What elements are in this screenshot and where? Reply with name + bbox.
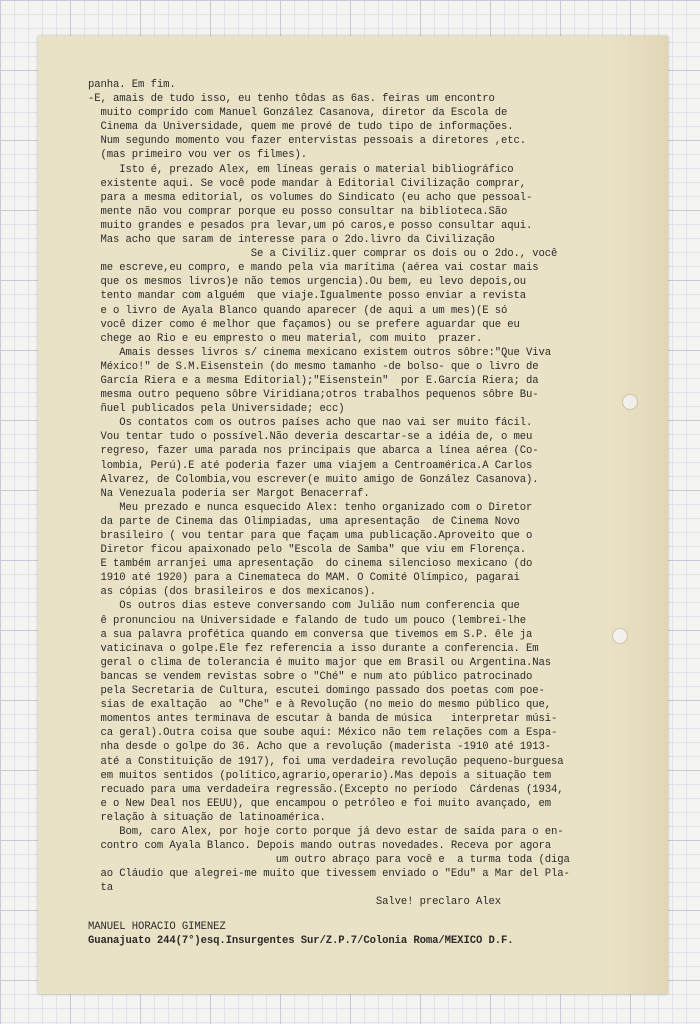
letter-line: existente aqui. Se você pode mandar à Editorial Civilização comprar, <box>88 177 527 190</box>
letter-line: até a Constituição de 1917), foi uma verdadeira revolução pequeno-burguesa <box>88 755 564 768</box>
letter-line: um outro abraço para você e a turma toda (diga <box>88 854 570 867</box>
letter-line: ta <box>88 882 114 895</box>
letter-line: Salve! preclaro Alex <box>88 896 501 909</box>
letter-line: Num segundo momento vou fazer entervistas pessoais a diretores ,etc. <box>88 135 527 148</box>
letter-line: Amais desses livros s/ cinema mexicano existem outros sôbre:"Que Viva <box>88 346 552 359</box>
letter-line: que os mesmos livros)e não temos urgencia).Ou bem, eu levo depois,ou <box>88 276 527 289</box>
letter-line: lombia, Perú).E até poderia fazer uma viajem a Centroamérica.A Carlos <box>88 459 533 472</box>
letter-line: vaticinava o golpe.Ele fez referencia a isso durante a conferencia. Em <box>88 642 539 655</box>
letter-line: Alvarez, de Colombia,vou escrever(e muito amigo de González Casanova). <box>88 473 539 486</box>
punch-hole-top <box>622 394 638 410</box>
letter-line: da parte de Cinema das Olimpiadas, uma apresentação de Cinema Novo <box>88 515 520 528</box>
letter-line: ñuel publicados pela Universidade; ecc) <box>88 403 345 416</box>
letter-line: Meu prezado e nunca esquecido Alex: tenho organizado com o Diretor <box>88 501 533 514</box>
letter-line: Na Venezuala poderia ser Margot Benacerraf. <box>88 487 370 500</box>
letter-line: Bom, caro Alex, por hoje corto porque já devo estar de saída para o en- <box>88 825 564 838</box>
letter-body <box>88 78 646 910</box>
letter-line: panha. Em fim. <box>88 79 176 91</box>
letter-line: e o livro de Ayala Blanco quando aparecer (de aqui a um mes)(E só <box>88 304 508 317</box>
letter-line: Os outros dias esteve conversando com Julião num conferencia que <box>88 600 520 613</box>
letter-line: você dizer como é melhor que façamos) ou se prefere aguardar que eu <box>88 318 520 331</box>
signature-address: Guanajuato 244(7°)esq.Insurgentes Sur/Z.P.7/Colonia Roma/MEXICO D.F. <box>88 934 514 947</box>
letter-line: mesma outro pequeno sôbre Viridiana;otros trabalhos pequenos sôbre Bu- <box>88 389 539 402</box>
letter-line: México!" de S.M.Eisenstein (do mesmo tamanho -de bolso- que o livro de <box>88 360 539 373</box>
letter-line: Diretor ficou apaixonado pelo "Escola de Samba" que viu em Florença. <box>88 544 527 557</box>
letter-line: momentos antes terminava de escutar à banda de música interpretar músi- <box>88 713 558 726</box>
letter-line: regreso, fazer uma parada nos principais que abarca a línea aérea (Co- <box>88 445 539 458</box>
letter-line: tento mandar com alguém que viaje.Igualmente posso enviar a revista <box>88 290 527 303</box>
letter-line: recuado para uma verdadeira regressão.(Excepto no período Cárdenas (1934, <box>88 783 564 796</box>
letter-line: 1910 até 1920) para a Cinemateca do MAM. O Comité Olímpico, pagarai <box>88 572 520 585</box>
letter-line: para a mesma editorial, os volumes do Sindicato (eu acho que pessoal- <box>88 191 533 204</box>
letter-line: ca geral).Outra coisa que soube aqui: México não tem relações com a Espa- <box>88 727 558 740</box>
letter-line: sias de exaltação ao "Che" e à Revolução (no meio do mesmo público que, <box>88 699 552 712</box>
letter-line: bancas se vendem revistas sobre o "Ché" e num ato público patrocinado <box>88 670 533 683</box>
letter-line: relação à situação de latinoamérica. <box>88 811 326 824</box>
letter-line: mente não vou comprar porque eu posso consultar na biblioteca.São <box>88 205 508 218</box>
letter-line: pela Secretaria de Cultura, escutei domingo passado dos poetas com poe- <box>88 685 545 698</box>
letter-line: Mas acho que saram de interesse para o 2do.livro da Civilização <box>88 234 495 247</box>
letter-line: -E, amais de tudo isso, eu tenho tôdas as 6as. feiras um encontro <box>88 93 495 106</box>
letter-line: muito comprido com Manuel González Casanova, diretor da Escola de <box>88 107 508 120</box>
letter-line: Se a Civiliz.quer comprar os dois ou o 2do., você <box>88 248 558 261</box>
letter-line: E também arranjei uma apresentação do cinema silencioso mexicano (do <box>88 558 533 571</box>
letter-line: e o New Deal nos EEUU), que encampou o petróleo e foi muito avançado, em <box>88 797 552 810</box>
letter-line: brasileiro ( vou tentar para que façam uma publicação.Aproveito que o <box>88 530 533 542</box>
letter-line: ê pronunciou na Universidade e falando de tudo um pouco (lembrei-lhe <box>88 614 527 627</box>
letter-sheet <box>38 36 668 994</box>
letter-line: nha desde o golpe do 36. Acho que a revolução (maderista -1910 até 1913- <box>88 741 552 754</box>
letter-line: muito grandes e pesados pra levar,um pó caros,e posso consultar aqui. <box>88 219 533 232</box>
letter-line: a sua palavra profética quando em conversa que tivemos em S.P. êle ja <box>88 628 533 641</box>
letter-line: Isto é, prezado Alex, em líneas gerais o material bibliográfico <box>88 163 514 176</box>
letter-line: García Riera e a mesma Editorial);"Eisenstein" por E.García Riera; da <box>88 374 539 387</box>
letter-line: ao Cláudio que alegrei-me muito que tivessem enviado o "Edu" a Mar del Pla- <box>88 868 570 881</box>
letter-line: chege ao Rio e eu empresto o meu material, com muito prazer. <box>88 332 483 345</box>
letter-line: contro com Ayala Blanco. Depois mando outras novedades. Receva por agora <box>88 840 552 853</box>
letter-line: geral o clima de tolerancia é muito major que em Brasil ou Argentina.Nas <box>88 656 552 669</box>
letter-line: Os contatos com os outros países acho que nao vai ser muito fácil. <box>88 417 533 430</box>
signature-name: MANUEL HORACIO GIMENEZ <box>88 920 226 933</box>
punch-hole-bottom <box>612 628 628 644</box>
letter-line: (mas primeiro vou ver os filmes). <box>88 149 308 162</box>
letter-line: Vou tentar tudo o possível.Não deveria descartar-se a idéia de, o meu <box>88 431 533 444</box>
letter-line: as cópias (dos brasileiros e dos mexicanos). <box>88 586 376 599</box>
letter-line: em muitos sentidos (político,agrario,operario).Mas depois a situação tem <box>88 769 552 782</box>
letter-line: Cinema da Universidade, quem me prové de tudo tipo de informações. <box>88 121 514 134</box>
letter-line: me escreve,eu compro, e mando pela via marítima (aérea vai costar mais <box>88 262 539 275</box>
